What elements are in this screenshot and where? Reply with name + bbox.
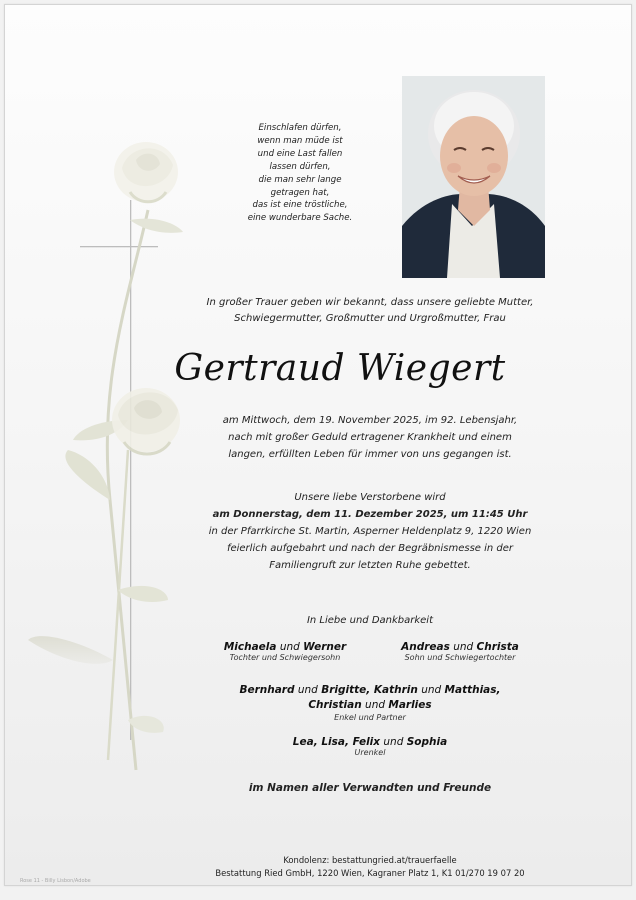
quote-line: und eine Last fallen bbox=[257, 148, 343, 159]
grandchild-name: Matthias, bbox=[444, 684, 501, 696]
funeral-date: am Donnerstag, dem 11. Dezember 2025, um 11:45 Uhr bbox=[212, 509, 528, 520]
great-grandchildren bbox=[170, 736, 570, 757]
und-text: und bbox=[421, 684, 442, 696]
great-grandchildren-role: Urenkel bbox=[354, 748, 386, 757]
grandchild-name: Brigitte, Kathrin bbox=[321, 684, 418, 696]
death-line: am Mittwoch, dem 19. November 2025, im 92. Lebensjahr, bbox=[222, 415, 518, 426]
und-text: und bbox=[297, 684, 318, 696]
quote-line: die man sehr lange bbox=[258, 174, 342, 185]
deceased-name: Gertraud Wiegert bbox=[174, 348, 506, 389]
und-text: und bbox=[365, 699, 386, 711]
mourner-role: Sohn und Schwiegertochter bbox=[404, 653, 516, 662]
condolence-link[interactable]: Kondolenz: bestattungried.at/trauerfaelle bbox=[283, 855, 457, 865]
funeral-line: feierlich aufgebahrt und nach der Begräbnismesse in der bbox=[226, 543, 514, 554]
quote-line: eine wunderbare Sache. bbox=[247, 213, 353, 224]
quote-line: Einschlafen dürfen, bbox=[258, 123, 342, 133]
mourner-name: Christa bbox=[476, 641, 519, 653]
death-line: langen, erfüllten Leben für immer von uns gegangen ist. bbox=[228, 449, 512, 460]
mourner-right bbox=[385, 641, 535, 662]
grandchild-name: Christian bbox=[308, 699, 362, 711]
und-text: und bbox=[383, 736, 404, 748]
grandchild-name: Bernhard bbox=[239, 684, 295, 696]
funeral-details bbox=[170, 489, 570, 574]
death-line: nach mit großer Geduld ertragener Krankheit und einem bbox=[228, 432, 512, 443]
death-notice bbox=[170, 412, 570, 463]
quote-line: lassen dürfen, bbox=[269, 161, 331, 172]
grandchildren bbox=[170, 683, 570, 722]
grandchild-name: Marlies bbox=[388, 699, 432, 711]
mourner-left bbox=[210, 641, 360, 662]
announcement-intro bbox=[170, 295, 570, 327]
und-text: und bbox=[453, 641, 474, 653]
portrait-photo bbox=[402, 76, 545, 278]
intro-line: Schwiegermutter, Großmutter und Urgroßmutter, Frau bbox=[234, 313, 506, 324]
cross-horizontal bbox=[80, 246, 158, 247]
mourner-role: Tochter und Schwiegersohn bbox=[229, 653, 341, 662]
footer bbox=[170, 854, 570, 880]
great-grandchild-name: Sophia bbox=[406, 736, 448, 748]
closing-line: im Namen aller Verwandten und Freunde bbox=[248, 782, 492, 794]
funeral-line: in der Pfarrkirche St. Martin, Asperner Heldenplatz 9, 1220 Wien bbox=[208, 526, 532, 537]
quote-line: getragen hat, bbox=[270, 187, 330, 198]
funeral-home-info: Bestattung Ried GmbH, 1220 Wien, Kagraner Platz 1, K1 01/270 19 07 20 bbox=[215, 868, 525, 878]
rose-upper bbox=[114, 142, 178, 202]
quote-line: wenn man müde ist bbox=[257, 135, 343, 146]
mourners-intro: In Liebe und Dankbarkeit bbox=[306, 615, 434, 626]
und-text: und bbox=[279, 641, 300, 653]
great-grandchild-names: Lea, Lisa, Felix bbox=[292, 736, 381, 748]
mourner-name: Andreas bbox=[401, 641, 450, 653]
mourner-name: Michaela bbox=[223, 641, 277, 653]
mourner-name: Werner bbox=[303, 641, 347, 653]
quote-line: das ist eine tröstliche, bbox=[252, 200, 348, 211]
intro-line: In großer Trauer geben wir bekannt, dass unsere geliebte Mutter, bbox=[206, 297, 534, 308]
funeral-line: Unsere liebe Verstorbene wird bbox=[294, 492, 446, 503]
grandchildren-role: Enkel und Partner bbox=[334, 713, 406, 722]
quote-poem bbox=[210, 122, 390, 225]
image-credit: Rose 11 - Billy Lisbon/Adobe bbox=[20, 878, 91, 884]
funeral-line: Familiengruft zur letzten Ruhe gebettet. bbox=[269, 560, 471, 571]
